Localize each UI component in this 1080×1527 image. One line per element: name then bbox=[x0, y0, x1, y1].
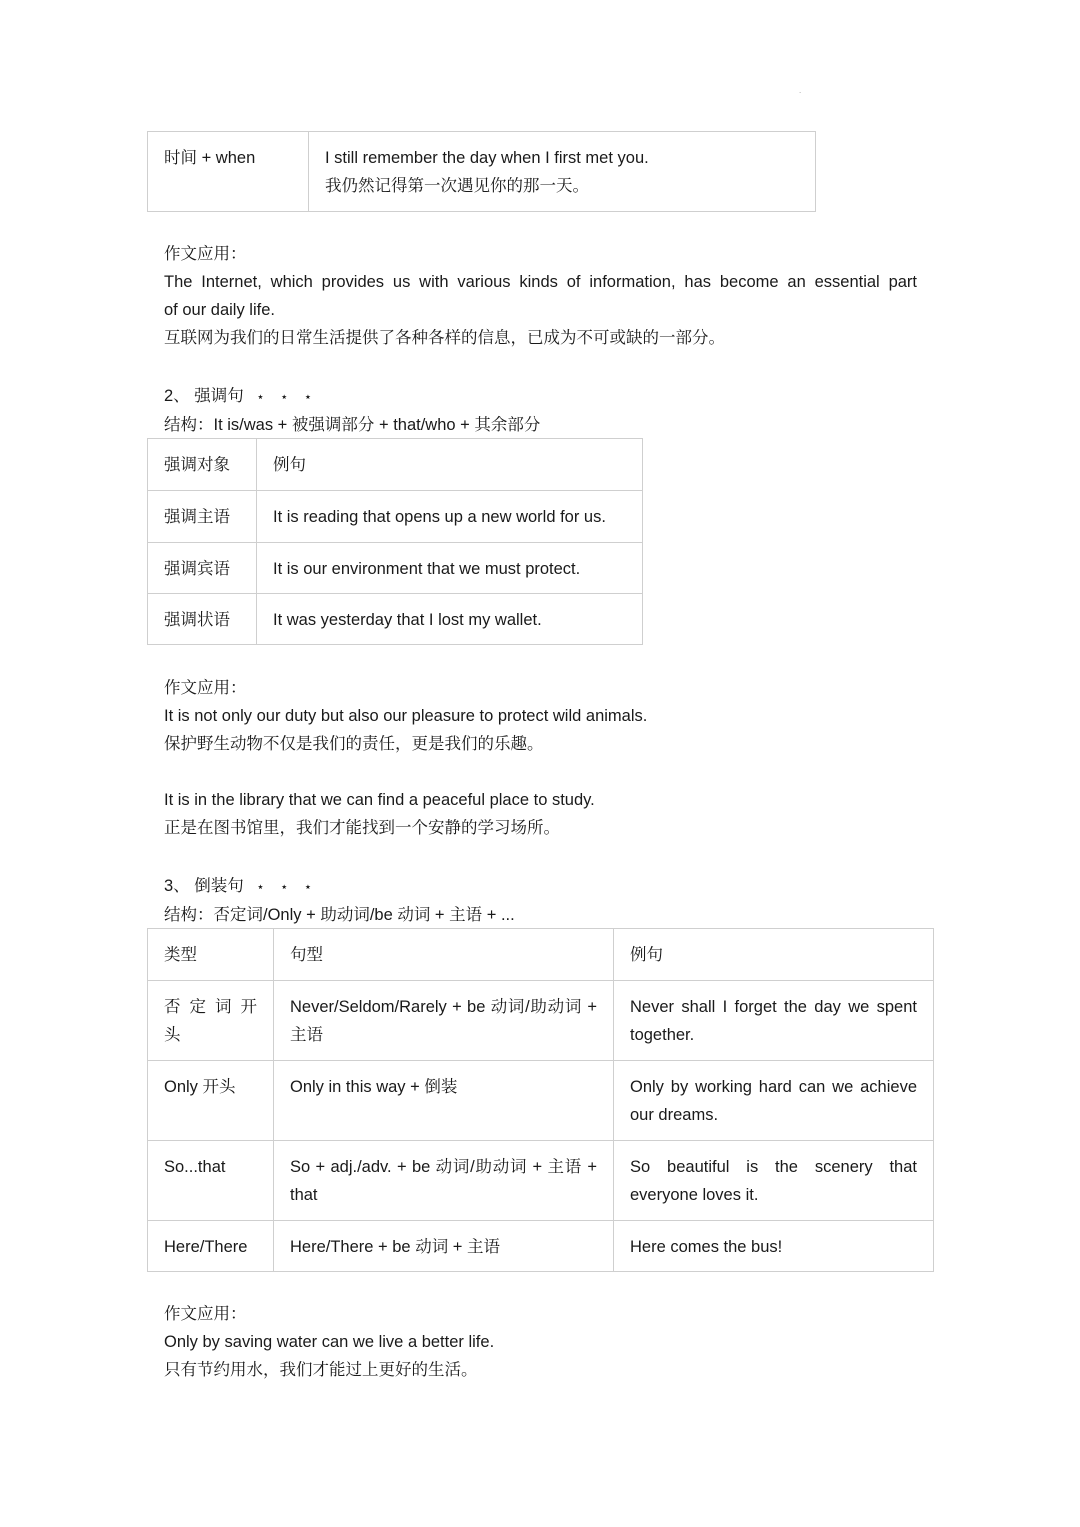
example-en: I still remember the day when I first met you. bbox=[325, 149, 649, 167]
type-cell: So...that bbox=[148, 1141, 274, 1221]
table-header-row bbox=[148, 439, 643, 491]
application-en: It is in the library that we can find a peaceful place to study. bbox=[164, 791, 595, 809]
application-zh: 只有节约用水，我们才能过上更好的生活。 bbox=[164, 1361, 478, 1379]
table-row bbox=[148, 594, 643, 645]
when-clause-table bbox=[147, 131, 816, 212]
type-cell: Only 开头 bbox=[148, 1061, 274, 1141]
emphasis-table bbox=[147, 438, 643, 645]
table-row bbox=[148, 1221, 934, 1272]
pattern-cell: So + adj./adv. + be 动词/助动词 + 主语 + that bbox=[274, 1141, 614, 1221]
application-heading: 作文应用： bbox=[164, 245, 247, 263]
section-title: 3、 倒装句 bbox=[164, 877, 244, 895]
type-cell: 时间 + when bbox=[148, 132, 309, 212]
example-cell: So beautiful is the scenery that everyone loves it. bbox=[614, 1141, 934, 1221]
application-en-line2: of our daily life. bbox=[164, 301, 275, 319]
table-row bbox=[148, 543, 643, 594]
application-zh: 正是在图书馆里，我们才能找到一个安静的学习场所。 bbox=[164, 819, 560, 837]
example-cell: Here comes the bus! bbox=[614, 1221, 934, 1272]
section-3-header bbox=[164, 872, 515, 929]
header-cell: 类型 bbox=[148, 929, 274, 981]
essay-application-3 bbox=[164, 1300, 494, 1384]
application-en-line1: The Internet, which provides us with various kinds of information, has become an essential part bbox=[164, 273, 917, 291]
example-cell: Only by working hard can we achieve our dreams. bbox=[614, 1061, 934, 1141]
type-cell: Here/There bbox=[148, 1221, 274, 1272]
table-row bbox=[148, 1141, 934, 1221]
example-cell: Never shall I forget the day we spent together. bbox=[614, 981, 934, 1061]
example-zh: 我仍然记得第一次遇见你的那一天。 bbox=[325, 177, 589, 195]
application-en: Only by saving water can we live a better life. bbox=[164, 1333, 495, 1351]
structure-line: 结构：It is/was + 被强调部分 + that/who + 其余部分 bbox=[164, 416, 541, 434]
table-row bbox=[148, 132, 816, 212]
pattern-cell: Here/There + be 动词 + 主语 bbox=[274, 1221, 614, 1272]
type-cell: 强调状语 bbox=[148, 594, 257, 645]
application-zh: 互联网为我们的日常生活提供了各种各样的信息，已成为不可或缺的一部分。 bbox=[164, 329, 725, 347]
section-title: 2、 强调句 bbox=[164, 387, 244, 405]
corner-mark: . bbox=[799, 86, 802, 95]
essay-application-2 bbox=[164, 674, 647, 842]
header-cell: 句型 bbox=[274, 929, 614, 981]
header-cell: 强调对象 bbox=[148, 439, 257, 491]
application-zh: 保护野生动物不仅是我们的责任，更是我们的乐趣。 bbox=[164, 735, 544, 753]
type-cell: 强调宾语 bbox=[148, 543, 257, 594]
application-heading: 作文应用： bbox=[164, 1305, 247, 1323]
table-header-row bbox=[148, 929, 934, 981]
star-rating-icon: ⋆ ⋆ ⋆ bbox=[256, 389, 318, 404]
table-row bbox=[148, 491, 643, 543]
example-cell bbox=[309, 132, 816, 212]
star-rating-icon: ⋆ ⋆ ⋆ bbox=[256, 879, 318, 894]
example-cell: It is our environment that we must protect. bbox=[257, 543, 643, 594]
table-row bbox=[148, 1061, 934, 1141]
type-cell: 强调主语 bbox=[148, 491, 257, 543]
header-cell: 例句 bbox=[614, 929, 934, 981]
table-row bbox=[148, 981, 934, 1061]
structure-line: 结构：否定词/Only + 助动词/be 动词 + 主语 + ... bbox=[164, 906, 515, 924]
section-2-header bbox=[164, 382, 540, 439]
header-cell: 例句 bbox=[257, 439, 643, 491]
example-cell: It is reading that opens up a new world for us. bbox=[257, 491, 643, 543]
application-heading: 作文应用： bbox=[164, 679, 247, 697]
essay-application-1 bbox=[164, 240, 917, 352]
example-cell: It was yesterday that I lost my wallet. bbox=[257, 594, 643, 645]
type-cell: 否 定 词 开 头 bbox=[148, 981, 274, 1061]
application-en: It is not only our duty but also our pleasure to protect wild animals. bbox=[164, 707, 648, 725]
pattern-cell: Never/Seldom/Rarely + be 动词/助动词 + 主语 bbox=[274, 981, 614, 1061]
inversion-table bbox=[147, 928, 934, 1272]
pattern-cell: Only in this way + 倒装 bbox=[274, 1061, 614, 1141]
